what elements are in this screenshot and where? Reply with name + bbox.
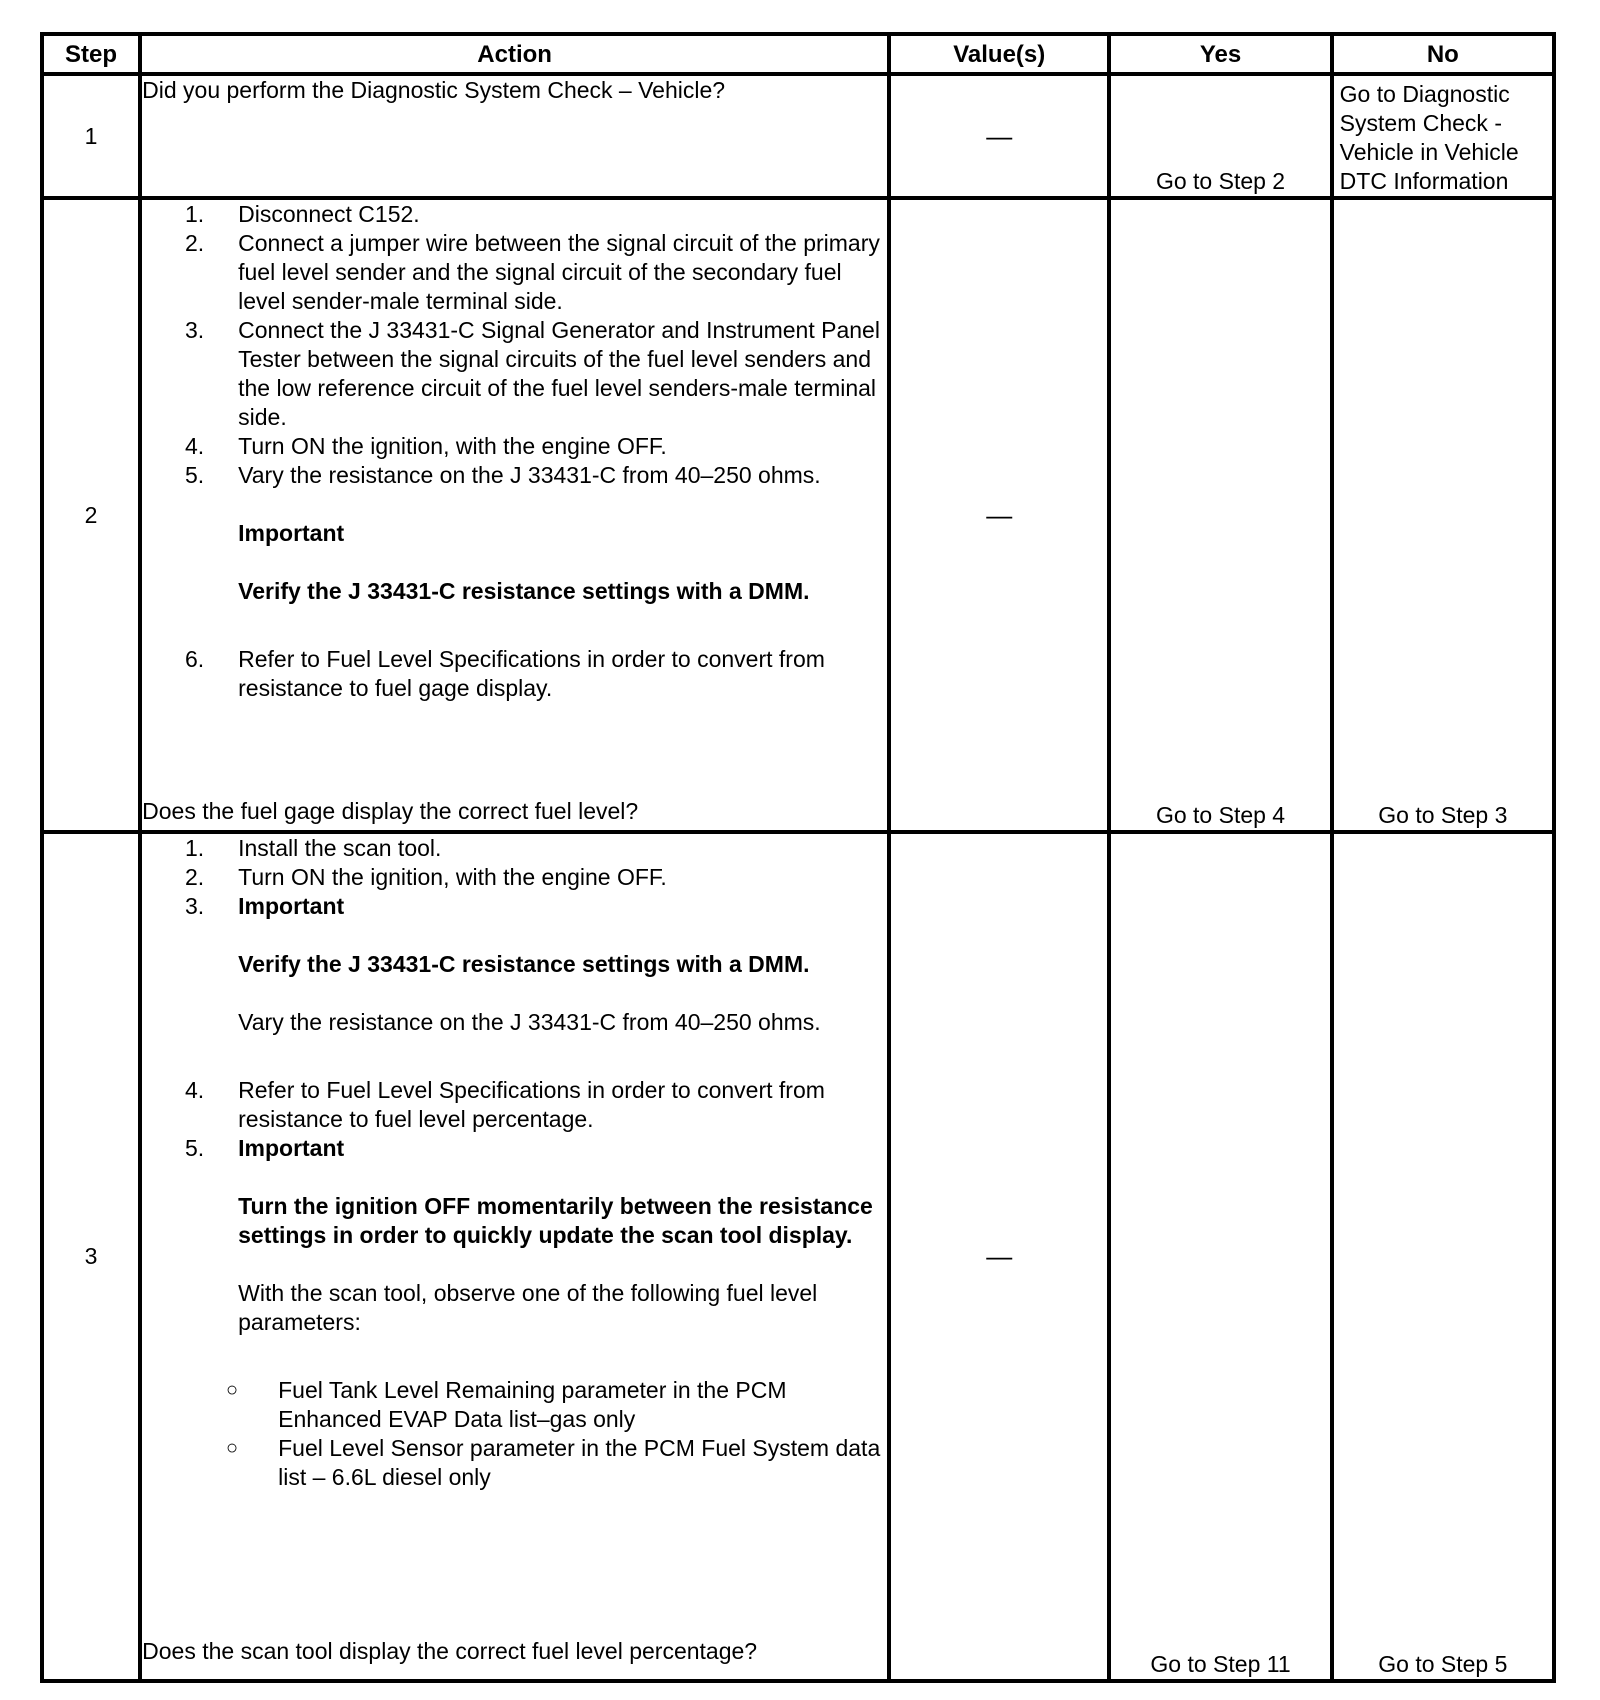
- value-cell: —: [889, 74, 1109, 198]
- item-number: 2.: [184, 864, 205, 890]
- item-text: Refer to Fuel Level Specifications in order to convert from resistance to fuel level percentage.: [238, 1077, 825, 1132]
- yes-cell: Go to Step 4: [1109, 198, 1331, 832]
- important-note: [142, 519, 887, 606]
- item-text: Vary the resistance on the J 33431-C from 40–250 ohms.: [238, 1009, 821, 1035]
- question-text: Did you perform the Diagnostic System Check – Vehicle?: [142, 77, 726, 103]
- item-text: Connect a jumper wire between the signal circuit of the primary fuel level sender and the signal circuit of the secondary fuel level sender-male terminal side.: [238, 230, 880, 314]
- item-number: 4.: [184, 1077, 205, 1103]
- list-item: [142, 461, 887, 490]
- item-text: With the scan tool, observe one of the following fuel level parameters:: [238, 1280, 818, 1335]
- item-text: Turn ON the ignition, with the engine OFF.: [238, 864, 667, 890]
- list-item: [142, 229, 887, 316]
- no-cell: Go to Step 5: [1332, 832, 1554, 1681]
- item-number: 1.: [184, 201, 205, 227]
- item-number: 3.: [184, 317, 205, 343]
- action-cell: [140, 198, 889, 832]
- action-cell: [140, 832, 889, 1681]
- action-steps: [142, 200, 887, 703]
- list-item: [142, 863, 887, 892]
- item-number: 4.: [184, 433, 205, 459]
- header-yes: Yes: [1109, 34, 1331, 74]
- header-values: Value(s): [889, 34, 1109, 74]
- item-number: 5.: [184, 462, 205, 488]
- action-steps: [142, 834, 887, 1492]
- header-row: [42, 34, 1554, 74]
- list-item: [142, 432, 887, 461]
- step-number: 2: [42, 198, 140, 832]
- item-text: Disconnect C152.: [238, 201, 420, 227]
- value-cell: —: [889, 198, 1109, 832]
- item-number: 1.: [184, 835, 205, 861]
- list-item: [142, 316, 887, 432]
- item-number: 3.: [184, 893, 205, 919]
- diagnostic-table: [40, 32, 1556, 1683]
- important-text: Verify the J 33431-C resistance settings with a DMM.: [238, 578, 810, 604]
- item-number: 5.: [184, 1135, 205, 1161]
- bullet-item: [142, 1376, 887, 1434]
- important-text: Turn the ignition OFF momentarily between the resistance settings in order to quickly update the scan tool display.: [238, 1193, 873, 1248]
- action-cell: [140, 74, 889, 198]
- item-number: 6.: [184, 646, 205, 672]
- item-text: Vary the resistance on the J 33431-C from 40–250 ohms.: [238, 462, 821, 488]
- no-cell: Go to Diagnostic System Check - Vehicle in Vehicle DTC Information: [1332, 74, 1554, 198]
- header-action: Action: [140, 34, 889, 74]
- item-number: 2.: [184, 230, 205, 256]
- list-item: [142, 1134, 887, 1376]
- value-cell: —: [889, 832, 1109, 1681]
- header-no: No: [1332, 34, 1554, 74]
- question-text: Does the fuel gage display the correct fuel level?: [142, 798, 639, 824]
- important-label: Important: [238, 893, 345, 919]
- circle-bullet-icon: ○: [226, 1437, 239, 1459]
- list-item: [142, 645, 887, 703]
- list-item: [142, 892, 887, 1037]
- table-row-step-2: [42, 198, 1554, 832]
- header-step: Step: [42, 34, 140, 74]
- bullet-item: [142, 1434, 887, 1492]
- table-row-step-1: [42, 74, 1554, 198]
- item-text: Turn ON the ignition, with the engine OFF.: [238, 433, 667, 459]
- item-text: Refer to Fuel Level Specifications in order to convert from resistance to fuel gage display.: [238, 646, 825, 701]
- list-item: [142, 1076, 887, 1134]
- important-label: Important: [238, 1135, 345, 1161]
- table-row-step-3: [42, 832, 1554, 1681]
- yes-cell: Go to Step 2: [1109, 74, 1331, 198]
- no-cell: Go to Step 3: [1332, 198, 1554, 832]
- important-text: Verify the J 33431-C resistance settings with a DMM.: [238, 951, 810, 977]
- step-number: 1: [42, 74, 140, 198]
- bullet-text: Fuel Level Sensor parameter in the PCM Fuel System data list – 6.6L diesel only: [278, 1435, 881, 1490]
- item-text: Connect the J 33431-C Signal Generator and Instrument Panel Tester between the signal circuits of the fuel level senders and the low reference circuit of the fuel level senders-male terminal side.: [238, 317, 880, 430]
- yes-cell: Go to Step 11: [1109, 832, 1331, 1681]
- question-text: Does the scan tool display the correct fuel level percentage?: [142, 1638, 758, 1664]
- circle-bullet-icon: ○: [226, 1379, 239, 1401]
- step-number: 3: [42, 832, 140, 1681]
- important-label: Important: [238, 520, 345, 546]
- list-item: [142, 200, 887, 229]
- item-text: Install the scan tool.: [238, 835, 442, 861]
- list-item: [142, 834, 887, 863]
- bullet-text: Fuel Tank Level Remaining parameter in the PCM Enhanced EVAP Data list–gas only: [278, 1377, 787, 1432]
